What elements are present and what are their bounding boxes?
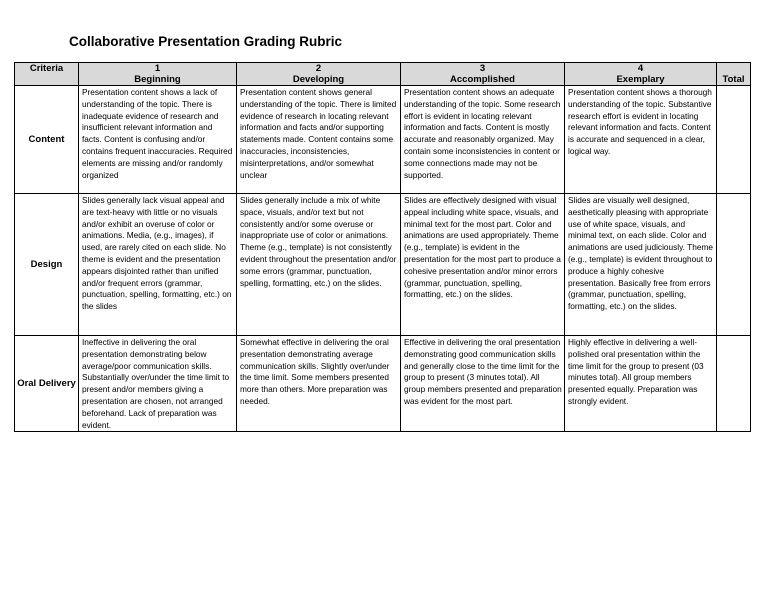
level-number: 4 xyxy=(637,63,644,74)
level-number: 3 xyxy=(479,63,486,74)
rubric-table xyxy=(14,62,751,432)
level-number: 1 xyxy=(154,63,161,74)
rubric-cell-exemplary: Presentation content shows a thorough understanding of the topic. Substantive research effort is evident in locating relevant information and facts. Content is accurate and sequenced in a clear, logical way. xyxy=(565,86,717,194)
rubric-cell-developing: Somewhat effective in delivering the oral presentation demonstrating average communication skills. Slightly over/under the time limit. Some members presented more than others. More preparation was needed. xyxy=(237,336,401,432)
rubric-cell-accomplished: Presentation content shows an adequate understanding of the topic. Some research effort is evident in locating relevant information and facts. Content is mostly accurate and reasonably organized. May contain some inconsistencies in content or some connections made may not be supported. xyxy=(401,86,565,194)
rubric-cell-developing: Slides generally include a mix of white space, visuals, and/or text but not consistently and/or some overuse or inappropriate use of color or animations. Theme (e.g., template) is not consistently evident throughout the presentation and/or some errors (grammar, punctuation, spelling, formatting, etc.) on the slides. xyxy=(237,194,401,336)
rubric-cell-accomplished: Slides are effectively designed with visual appeal including white space, visuals, and minimal text for the most part. Color and animations are used appropriately. Theme (e.g., template) is evident in the presentation for the most part to produce a cohesive presentation and/or minor errors (grammar, punctuation, spelling, formatting, etc.) on the slides. xyxy=(401,194,565,336)
criterion-label: Design xyxy=(15,194,79,336)
rubric-row-design xyxy=(15,194,751,336)
level-name: Developing xyxy=(292,74,345,85)
rubric-cell-beginning: Slides generally lack visual appeal and are text-heavy with little or no visuals and/or exhibit an overuse of color or animations. Media, (e.g., images), if used, are rarely cited on each slide. No theme is evident and the presentation appears disjointed rather than unified and/or frequent errors (grammar, punctuation, spelling, formatting, etc.) on the slides xyxy=(79,194,237,336)
level-header-exemplary xyxy=(565,63,717,86)
level-header-beginning xyxy=(79,63,237,86)
rubric-cell-exemplary: Slides are visually well designed, aesthetically pleasing with appropriate use of white space, visuals, and minimal text, on each slide. Color and animations are used judiciously. Theme (e.g., template) is evident throughout to produce a highly cohesive presentation. Basically free from errors (grammar, punctuation, spelling, formatting, etc.) on the slides. xyxy=(565,194,717,336)
criteria-header: Criteria xyxy=(15,63,79,86)
rubric-cell-accomplished: Effective in delivering the oral presentation demonstrating good communication skills and generally close to the time limit for the group to present (3 minutes total). All group members presented and preparation was evident for the most part. xyxy=(401,336,565,432)
criterion-label: Oral Delivery xyxy=(15,336,79,432)
total-cell[interactable] xyxy=(717,194,751,336)
total-header: Total xyxy=(717,63,751,86)
total-cell[interactable] xyxy=(717,86,751,194)
total-cell[interactable] xyxy=(717,336,751,432)
level-name: Beginning xyxy=(134,74,181,85)
level-header-developing xyxy=(237,63,401,86)
page-title: Collaborative Presentation Grading Rubric xyxy=(69,34,343,49)
header-row xyxy=(15,63,751,86)
level-name: Exemplary xyxy=(616,74,665,85)
rubric-cell-beginning: Presentation content shows a lack of understanding of the topic. There is inadequate evidence of research and insufficient relevant information and facts. Content is confusing and/or contains frequent inaccuracies. Required elements are missing and/or randomly organized xyxy=(79,86,237,194)
rubric-row-content xyxy=(15,86,751,194)
level-number: 2 xyxy=(315,63,322,74)
rubric-row-oral-delivery xyxy=(15,336,751,432)
criterion-label: Content xyxy=(15,86,79,194)
rubric-cell-exemplary: Highly effective in delivering a well-polished oral presentation within the time limit for the group to present (03 minutes total). All group members presented equally. Preparation was strongly evident. xyxy=(565,336,717,432)
level-header-accomplished xyxy=(401,63,565,86)
level-name: Accomplished xyxy=(450,74,515,85)
rubric-cell-developing: Presentation content shows general understanding of the topic. There is limited evidence of research in locating relevant information and facts and/or supporting statements made. Content contains some inaccuracies, inconsistencies, misinterpretations, and/or somewhat unclear xyxy=(237,86,401,194)
rubric-cell-beginning: Ineffective in delivering the oral presentation demonstrating below average/poor communication skills. Substantially over/under the time limit to present and/or members giving a presentation are chosen, not arranged beforehand. Lack of preparation was evident. xyxy=(79,336,237,432)
